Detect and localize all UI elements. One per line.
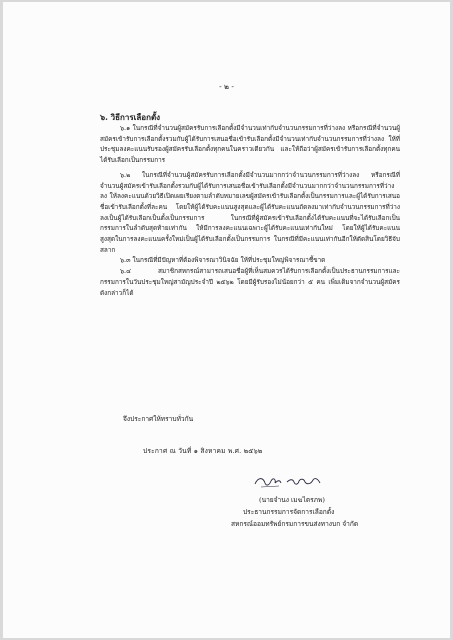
page-number: - ๒ - [219, 82, 234, 91]
signer-name: (นายจำนง เมฆไตรภพ) [259, 496, 325, 504]
paragraph-6-4: ๖.๔ สมาชิกสหกรณ์สามารถเสนอชื่อผู้ที่เห็นสมควรได้รับการเลือกตั้งเป็นประธานกรรมการและกรรมการในวันประชุมใหญ่สามัญประจำปี ๒๕๖๒ โดยมีผู้รับรองไม่น้อยกว่า ๕ คน เพิ่มเติมจากจำนวนผู้สมัครดังกล่าวก็ได้ [100, 267, 400, 297]
section-body [100, 123, 400, 298]
section-heading: ๖. วิธีการเลือกตั้ง [100, 112, 161, 122]
document-page [3, 2, 450, 638]
paragraph-6-2: ๖.๒ ในกรณีที่จำนวนผู้สมัครรับการเลือกตั้งมีจำนวนมากกว่าจำนวนกรรมการที่ว่างลง หรือกรณีที่จำนวนผู้สมัครเข้ารับเลือกตั้งรวมกับผู้ได้รับการเสนอชื่อเข้ารับเลือกตั้งมีจำนวนมากกว่าจำนวนกรรมการที่ว่างลง ให้ลงคะแนนด้วยวิธีเปิดเผยเรียงตามลำดับหมายเลขผู้สมัครเข้ารับเลือกตั้งเป็นกรรมการและผู้ได้รับการเสนอชื่อเข้ารับเลือกตั้งที่ละคน โดยให้ผู้ได้รับคะแนนสูงสุดและผู้ได้รับคะแนนถัดลงมาเท่ากับจำนวนกรรมการที่ว่างลงเป็นผู้ได้รับเลือกเป็นตั้งเป็นกรรมการ ในกรณีที่ผู้สมัครเข้ารับเลือกตั้งได้รับคะแนนที่จะได้รับเลือกเป็นกรรมการในลำดับสุดท้ายเท่ากัน ให้มีการลงคะแนนเฉพาะผู้ได้รับคะแนนเท่ากันใหม่ โดยให้ผู้ได้รับคะแนนสูงสุดในการลงคะแนนครั้งใหม่เป็นผู้ได้รับเลือกตั้งเป็นกรรมการ ในกรณีที่มีคะแนนเท่ากันอีกให้ตัดสินโดยวิธีจับสลาก [100, 170, 400, 254]
paragraph-6-1: ๖.๑ ในกรณีที่จำนวนผู้สมัครรับการเลือกตั้งมีจำนวนเท่ากับจำนวนกรรมการที่ว่างลง หรือกรณีที่จำนวนผู้สมัครเข้ารับการเลือกตั้งรวมกับผู้ได้รับการเสนอชื่อเข้ารับเลือกตั้งมีจำนวนเท่ากับจำนวนกรรมการที่ว่างลง ให้ที่ประชุมลงคะแนนรับรองผู้สมัครรับเลือกตั้งทุกคนในคราวเดียวกัน และให้ถือว่าผู้สมัครเข้ารับการเลือกตั้งทุกคนได้รับเลือกเป็นกรรมการ [100, 124, 400, 165]
announcement: จึงประกาศให้ทราบทั่วกัน [123, 415, 194, 423]
paragraph-6-3: ๖.๓ ในกรณีที่มีปัญหาที่ต้องพิจารณาวินิจฉัย ให้ที่ประชุมใหญ่พิจารณาชี้ขาด [120, 256, 326, 265]
announcement-date: ประกาศ ณ วันที่ ๑ สิงหาคม พ.ศ. ๒๕๖๒ [143, 447, 263, 455]
signer-organization: สหกรณ์ออมทรัพย์กรมการขนส่งทางบก จำกัด [231, 520, 359, 528]
signer-position: ประธานกรรมการจัดการเลือกตั้ง [243, 508, 335, 516]
handwritten-signature [253, 471, 323, 491]
